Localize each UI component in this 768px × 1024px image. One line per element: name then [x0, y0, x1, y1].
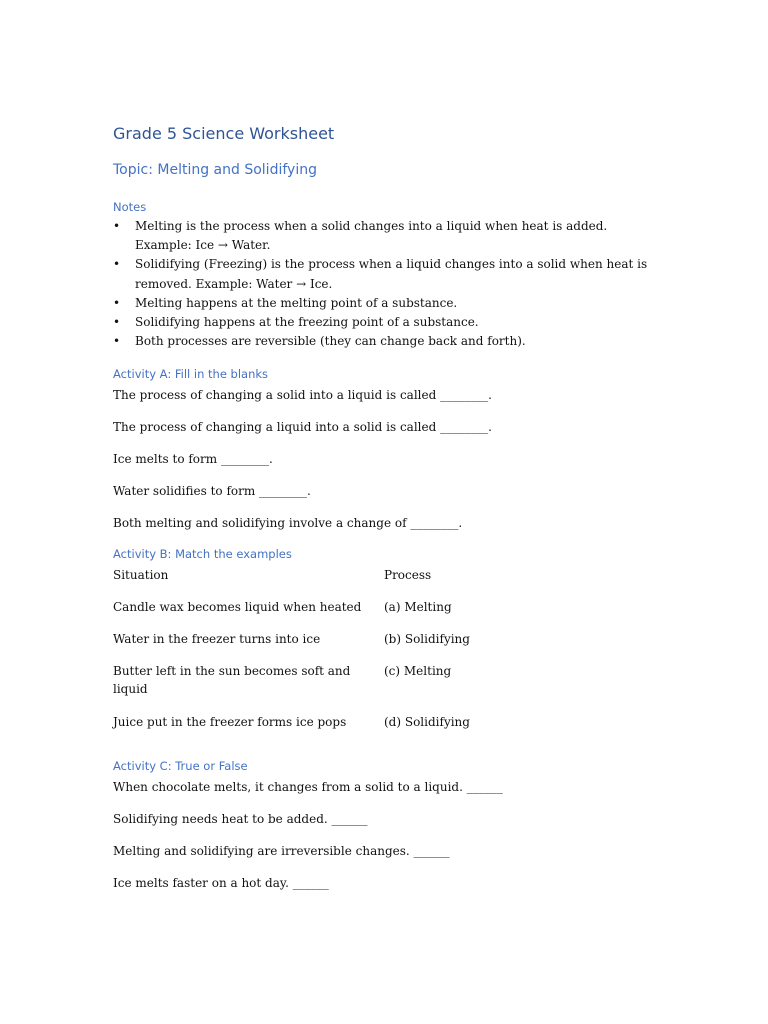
- activity-b-heading: Activity B: Match the examples: [113, 547, 292, 561]
- fill-blank-question: Water solidifies to form ________.: [113, 484, 311, 498]
- match-situation: Juice put in the freezer forms ice pops: [113, 715, 347, 729]
- note-text: Solidifying happens at the freezing point of a substance.: [135, 315, 479, 330]
- note-item: [113, 255, 658, 293]
- notes-heading: Notes: [113, 200, 147, 214]
- note-item: [113, 217, 658, 255]
- match-process: (c) Melting: [384, 664, 452, 678]
- true-false-question: Melting and solidifying are irreversible changes. ______: [113, 844, 450, 858]
- process-column-header: Process: [384, 568, 432, 582]
- worksheet-title: Grade 5 Science Worksheet: [113, 124, 335, 143]
- notes-list: [113, 217, 658, 351]
- match-process: (b) Solidifying: [384, 632, 470, 646]
- worksheet-page: [113, 0, 673, 1024]
- note-item: [113, 332, 658, 351]
- fill-blank-question: The process of changing a liquid into a solid is called ________.: [113, 420, 492, 434]
- activity-a-heading: Activity A: Fill in the blanks: [113, 367, 269, 381]
- situation-column-header: Situation: [113, 568, 169, 582]
- bullet-icon: •: [113, 315, 121, 330]
- bullet-icon: •: [113, 334, 121, 349]
- bullet-icon: •: [113, 257, 121, 272]
- note-text: Solidifying (Freezing) is the process when a liquid changes into a solid when heat is removed. Example: Water → Ice.: [135, 257, 648, 291]
- topic-heading: Topic: Melting and Solidifying: [113, 162, 317, 178]
- note-item: [113, 294, 658, 313]
- match-situation: Butter left in the sun becomes soft and liquid: [113, 664, 351, 696]
- bullet-icon: •: [113, 295, 121, 310]
- note-text: Melting is the process when a solid changes into a liquid when heat is added. Example: Ice → Water.: [135, 219, 608, 253]
- true-false-question: When chocolate melts, it changes from a solid to a liquid. ______: [113, 780, 503, 794]
- fill-blank-question: The process of changing a solid into a liquid is called ________.: [113, 388, 492, 402]
- bullet-icon: •: [113, 219, 121, 233]
- note-item: [113, 313, 658, 332]
- note-text: Melting happens at the melting point of a substance.: [135, 295, 458, 310]
- note-text: Both processes are reversible (they can change back and forth).: [135, 334, 526, 349]
- true-false-question: Solidifying needs heat to be added. ______: [113, 812, 368, 826]
- fill-blank-question: Both melting and solidifying involve a change of ________.: [113, 516, 463, 530]
- true-false-question: Ice melts faster on a hot day. ______: [113, 876, 329, 890]
- match-process: (d) Solidifying: [384, 715, 470, 729]
- activity-c-heading: Activity C: True or False: [113, 759, 248, 773]
- match-situation: Water in the freezer turns into ice: [113, 632, 321, 646]
- match-process: (a) Melting: [384, 600, 452, 614]
- fill-blank-question: Ice melts to form ________.: [113, 452, 273, 466]
- match-situation: Candle wax becomes liquid when heated: [113, 600, 362, 614]
